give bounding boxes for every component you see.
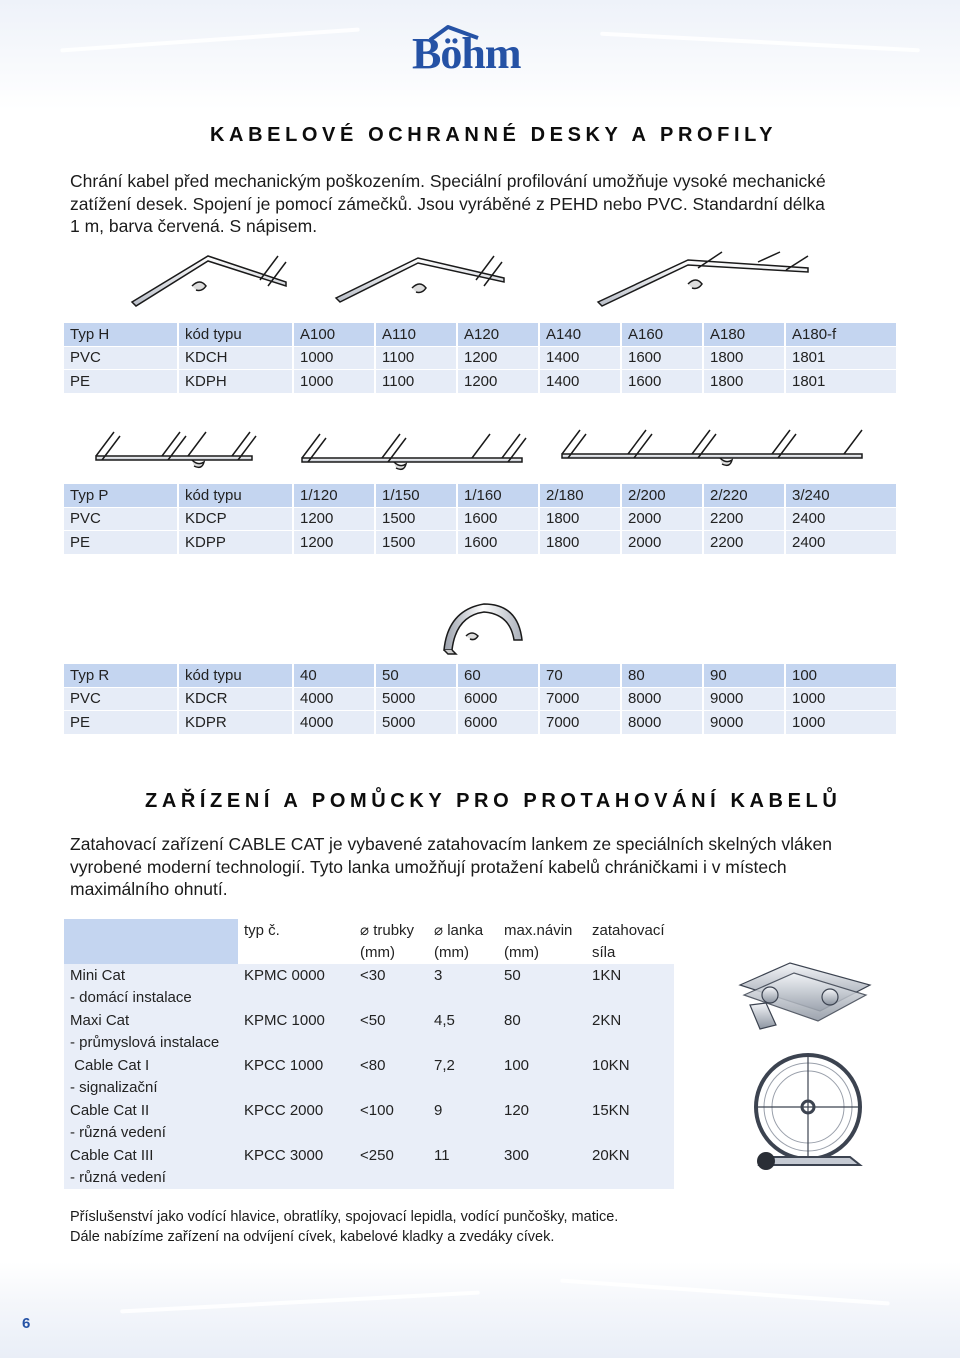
table-cell: 1800: [704, 370, 784, 394]
table-cell: 1200: [294, 508, 374, 532]
intro-line: Zatahovací zařízení CABLE CAT je vybavené zatahovacím lankem ze speciálních skelných vláken: [70, 834, 832, 854]
table-cell: 2400: [786, 508, 896, 532]
table-cell: 7000: [540, 688, 620, 712]
header-cell: 2/180: [540, 484, 620, 508]
device-code: KPCC 3000: [238, 1144, 354, 1167]
device-name: Cable Cat III: [64, 1144, 238, 1167]
profile-p-illustration: [92, 428, 872, 472]
device-pipe: <100: [354, 1099, 428, 1122]
table-cell: 5000: [376, 711, 456, 735]
header-cell: (mm): [428, 942, 498, 965]
table-row: [64, 370, 896, 394]
device-reel: 50: [498, 964, 586, 987]
table-cell: 1800: [540, 508, 620, 532]
table-row: [64, 1122, 674, 1145]
device-reel: 120: [498, 1099, 586, 1122]
table-cell: 2000: [622, 508, 702, 532]
page-number: 6: [22, 1315, 31, 1332]
device-force: 15KN: [586, 1099, 674, 1122]
note-line: Dále nabízíme zařízení na odvíjení cívek, kabelové kladky a zvedáky cívek.: [70, 1228, 555, 1245]
header-cell: 100: [786, 664, 896, 688]
table-cell: 1800: [704, 347, 784, 371]
header-cell: typ č.: [238, 919, 354, 942]
cable-pulling-devices-table: [64, 919, 674, 1189]
table-cell: PVC: [64, 347, 177, 371]
table-cell: PE: [64, 711, 177, 735]
table-cell: 1400: [540, 370, 620, 394]
note-line: Příslušenství jako vodící hlavice, obratlíky, spojovací lepidla, vodící punčošky, matice.: [70, 1209, 619, 1225]
table-cell: 1801: [786, 347, 896, 371]
table-row: [64, 987, 674, 1010]
intro-line: vyrobené moderní technologií. Tyto lanka umožňují protažení kabelů chráničkami i v místech: [70, 856, 787, 877]
header-cell: A160: [622, 323, 702, 347]
header-cell: A120: [458, 323, 538, 347]
header-cell: 2/200: [622, 484, 702, 508]
device-reel: 80: [498, 1009, 586, 1032]
table-cell: 1600: [622, 347, 702, 371]
table-row: [64, 1009, 674, 1032]
device-name: Cable Cat II: [64, 1099, 238, 1122]
table-cell: 1100: [376, 370, 456, 394]
device-reel: 300: [498, 1144, 586, 1167]
table-cell: PVC: [64, 508, 177, 532]
table-cell: 1100: [376, 347, 456, 371]
header-cell: 1/120: [294, 484, 374, 508]
table-type-p: [62, 484, 898, 555]
table-cell: 1600: [458, 531, 538, 555]
device-code: KPMC 1000: [238, 1009, 354, 1032]
device-code: KPMC 0000: [238, 964, 354, 987]
table-header-row: [64, 484, 896, 508]
header-cell: ⌀ trubky: [354, 919, 428, 942]
table-cell: KDCH: [179, 347, 292, 371]
device-pipe: <30: [354, 964, 428, 987]
header-cell: 1/150: [376, 484, 456, 508]
table-row: [64, 1054, 674, 1077]
device-rope: 11: [428, 1144, 498, 1167]
device-rope: 4,5: [428, 1009, 498, 1032]
table-cell: PE: [64, 370, 177, 394]
table-cell: 1600: [622, 370, 702, 394]
table-cell: KDPH: [179, 370, 292, 394]
header-cell: ⌀ lanka: [428, 919, 498, 942]
table-row: [64, 688, 896, 712]
header-cell: zatahovací: [586, 919, 674, 942]
table-cell: 1000: [786, 711, 896, 735]
device-name: Maxi Cat: [64, 1009, 238, 1032]
table-cell: 1500: [376, 531, 456, 555]
table-cell: 8000: [622, 711, 702, 735]
table-cell: 1200: [458, 370, 538, 394]
table-cell: 1500: [376, 508, 456, 532]
table-type-h: [62, 323, 898, 394]
device-force: 2KN: [586, 1009, 674, 1032]
header-cell: [238, 942, 354, 965]
section-title-cable-pulling: ZAŘÍZENÍ A POMŮCKY PRO PROTAHOVÁNÍ KABELŮ: [145, 790, 842, 812]
table-cell: 4000: [294, 688, 374, 712]
table-cell: 1000: [294, 347, 374, 371]
device-force: 20KN: [586, 1144, 674, 1167]
table-header-row: [64, 919, 674, 942]
table-cell: 9000: [704, 688, 784, 712]
header-cell: 90: [704, 664, 784, 688]
table-cell: 6000: [458, 711, 538, 735]
device-desc: - průmyslová instalace: [64, 1032, 238, 1055]
table-cell: 1000: [294, 370, 374, 394]
table-row: [64, 347, 896, 371]
table-cell: 1400: [540, 347, 620, 371]
header-cell: Typ R: [64, 664, 177, 688]
table-cell: 2200: [704, 508, 784, 532]
device-rope: 7,2: [428, 1054, 498, 1077]
brand-logo: Böhm: [412, 29, 521, 78]
header-cell: A140: [540, 323, 620, 347]
table-cell: 1200: [294, 531, 374, 555]
table-cell: 1000: [786, 688, 896, 712]
header-cell: (mm): [354, 942, 428, 965]
table-cell: 5000: [376, 688, 456, 712]
intro-line: zatížení desek. Spojení je pomocí zámečků. Jsou vyráběné z PEHD nebo PVC. Standardní délka: [70, 193, 825, 214]
device-name: Cable Cat I: [64, 1054, 238, 1077]
table-cell: KDPR: [179, 711, 292, 735]
device-desc: - domácí instalace: [64, 987, 238, 1010]
intro-line: Chrání kabel před mechanickým poškozením. Speciální profilování umožňuje vysoké mechanické: [70, 171, 826, 191]
table-type-r: [62, 664, 898, 735]
section2-intro: [70, 833, 900, 901]
table-row: [64, 964, 674, 987]
header-cell: kód typu: [179, 323, 292, 347]
intro-line: maximálního ohnutí.: [70, 879, 228, 899]
device-code: KPCC 1000: [238, 1054, 354, 1077]
header-cell: A100: [294, 323, 374, 347]
table-row: [64, 531, 896, 555]
table-cell: KDPP: [179, 531, 292, 555]
device-desc: - různá vedení: [64, 1122, 238, 1145]
table-row: [64, 1167, 674, 1190]
device-desc: - signalizační: [64, 1077, 238, 1100]
header-cell: 2/220: [704, 484, 784, 508]
table-cell: 4000: [294, 711, 374, 735]
header-cell: 40: [294, 664, 374, 688]
device-rope: 9: [428, 1099, 498, 1122]
device-force: 10KN: [586, 1054, 674, 1077]
device-code: KPCC 2000: [238, 1099, 354, 1122]
table-cell: 7000: [540, 711, 620, 735]
table-header-row: [64, 664, 896, 688]
header-cell: 50: [376, 664, 456, 688]
table-cell: 2400: [786, 531, 896, 555]
table-cell: 1801: [786, 370, 896, 394]
header-cell: 1/160: [458, 484, 538, 508]
device-pipe: <250: [354, 1144, 428, 1167]
device-rope: 3: [428, 964, 498, 987]
header-cell: max.návin: [498, 919, 586, 942]
table-cell: PE: [64, 531, 177, 555]
table-row: [64, 1077, 674, 1100]
section-title-protective-boards: KABELOVÉ OCHRANNÉ DESKY A PROFILY: [210, 124, 778, 146]
table-cell: 1800: [540, 531, 620, 555]
table-cell: PVC: [64, 688, 177, 712]
table-row: [64, 1144, 674, 1167]
table-row: [64, 1099, 674, 1122]
table-row: [64, 1032, 674, 1055]
header-cell: (mm): [498, 942, 586, 965]
table-cell: 2000: [622, 531, 702, 555]
header-cell: síla: [586, 942, 674, 965]
header-cell: 70: [540, 664, 620, 688]
table-cell: KDCR: [179, 688, 292, 712]
header-cell: kód typu: [179, 484, 292, 508]
table-cell: 2200: [704, 531, 784, 555]
header-cell: A180: [704, 323, 784, 347]
header-cell: 3/240: [786, 484, 896, 508]
device-reel: 100: [498, 1054, 586, 1077]
accessories-note: [70, 1208, 890, 1247]
header-cell: A180-f: [786, 323, 896, 347]
table-cell: 1200: [458, 347, 538, 371]
table-row: [64, 711, 896, 735]
table-cell: 9000: [704, 711, 784, 735]
section1-intro: [70, 170, 900, 238]
device-desc: - různá vedení: [64, 1167, 238, 1190]
table-cell: 6000: [458, 688, 538, 712]
table-cell: 8000: [622, 688, 702, 712]
device-pipe: <80: [354, 1054, 428, 1077]
header-cell: A110: [376, 323, 456, 347]
header-cell: Typ H: [64, 323, 177, 347]
profile-h-illustration: [128, 250, 848, 310]
intro-line: 1 m, barva červená. S nápisem.: [70, 216, 318, 236]
device-name: Mini Cat: [64, 964, 238, 987]
header-cell: Typ P: [64, 484, 177, 508]
mini-cat-device-image: [730, 955, 880, 1035]
header-cell: 80: [622, 664, 702, 688]
header-blank-cell: [64, 919, 238, 964]
header-cell: 60: [458, 664, 538, 688]
device-force: 1KN: [586, 964, 674, 987]
header-cell: kód typu: [179, 664, 292, 688]
table-cell: 1600: [458, 508, 538, 532]
cable-cat-reel-image: [740, 1045, 880, 1175]
table-row: [64, 508, 896, 532]
profile-r-illustration: [438, 600, 528, 656]
device-pipe: <50: [354, 1009, 428, 1032]
table-cell: KDCP: [179, 508, 292, 532]
table-header-row: [64, 323, 896, 347]
